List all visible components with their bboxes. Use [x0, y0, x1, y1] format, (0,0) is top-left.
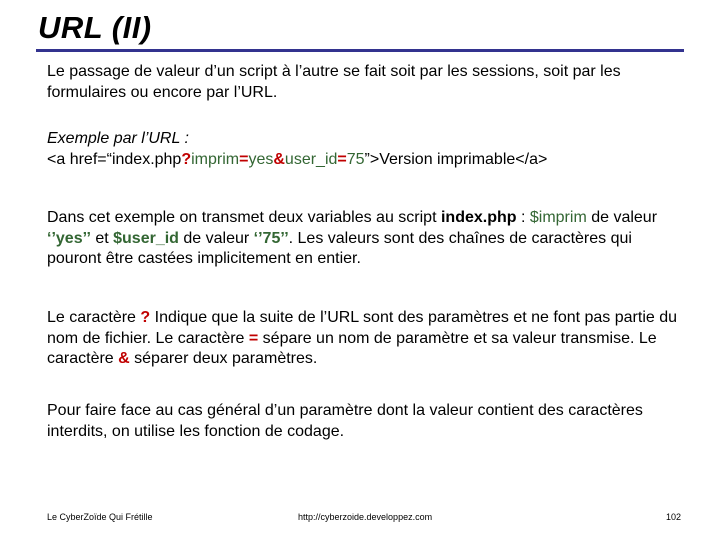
char-ampersand: & [118, 350, 130, 367]
footer-page-number: 102 [666, 512, 682, 522]
char-qmark: ? [140, 309, 151, 326]
text-run: Dans cet exemple on transmet deux variables au script [47, 209, 441, 226]
variable-imprim: $imprim [529, 209, 587, 226]
script-name: index.php [440, 209, 517, 226]
example-label: Exemple par l’URL : [47, 130, 189, 147]
text-run: de valeur [178, 229, 254, 247]
text-run: et [90, 229, 114, 247]
value-yes: ‘’yes’’ [47, 229, 91, 247]
value-75: ‘’75’’ [253, 229, 289, 247]
footer-url: http://cyberzoide.developpez.com [298, 512, 433, 522]
example-var2: user_id [284, 150, 338, 168]
example-code [47, 150, 687, 171]
example-var1: imprim [191, 150, 240, 168]
example-eq2: = [337, 150, 347, 168]
text-run: séparer deux paramètres. [129, 350, 318, 367]
anchor-open: <a href=“ [47, 150, 112, 168]
title-underline [36, 49, 684, 52]
example-amp: & [273, 150, 285, 168]
text-run: : [516, 209, 530, 226]
text-run: sépare un nom de paramètre et sa valeur transmise. Le caractère [47, 329, 657, 367]
slide-title: URL (II) [38, 10, 152, 45]
encoding-paragraph: Pour faire face au cas général d’un paramètre dont la valeur contient des caractères interdits, on utilise les fonction de codage. [47, 402, 643, 440]
text-run: Le caractère [47, 309, 141, 326]
example-val2: 75 [346, 150, 365, 168]
intro-paragraph: Le passage de valeur d’un script à l’autre se fait soit par les sessions, soit par les formulaires ou encore par l’URL. [47, 63, 621, 101]
text-run: de valeur [586, 209, 658, 226]
text-run: Indique que la suite de l’URL sont des paramètres et ne font pas partie du nom de fichier. Le caractère [47, 309, 678, 347]
example-block [47, 129, 687, 170]
anchor-close: ”>Version imprimable</a> [364, 150, 548, 168]
example-eq1: = [239, 150, 249, 168]
footer-author: Le CyberZoïde Qui Frétille [47, 512, 153, 522]
characters-paragraph [47, 308, 687, 370]
text-run: . Les valeurs sont des chaînes de caractères qui pouront être castées implicitement en entier. [47, 229, 632, 267]
example-qmark: ? [181, 150, 192, 168]
explanation-paragraph [47, 208, 687, 270]
variable-user-id: $user_id [113, 229, 179, 247]
example-val1: yes [248, 150, 274, 168]
example-file: index.php [111, 150, 182, 168]
char-equals: = [248, 329, 259, 347]
